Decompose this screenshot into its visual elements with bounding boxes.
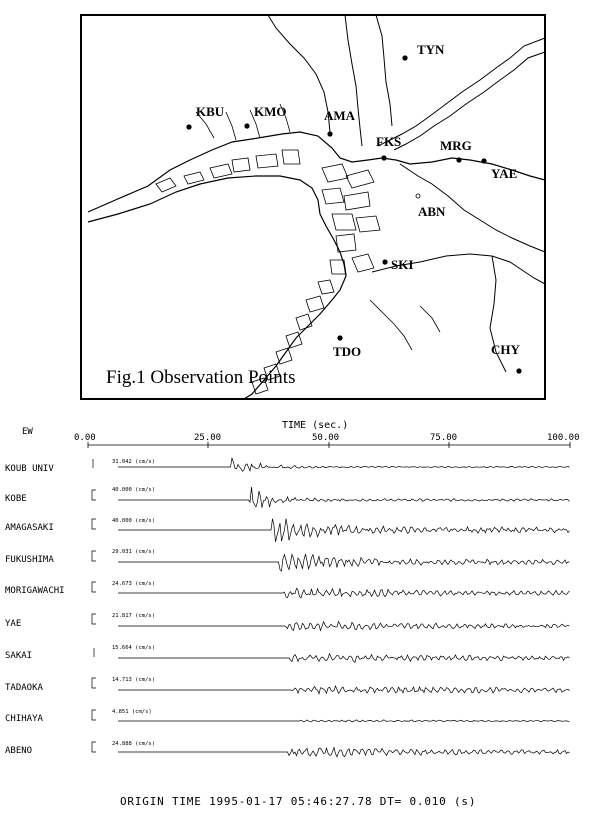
component-label: EW xyxy=(22,427,33,437)
station-marker-yae xyxy=(481,158,486,163)
coastline xyxy=(88,132,545,212)
trace-row-sakai xyxy=(5,645,570,662)
waveform-trace xyxy=(118,654,570,663)
scale-bar xyxy=(92,614,96,624)
waveform-trace xyxy=(118,588,570,598)
trace-name: KOBE xyxy=(5,494,27,504)
station-marker-ski xyxy=(382,259,387,264)
station-marker-ama xyxy=(327,131,332,136)
station-marker-abn xyxy=(416,194,420,198)
scale-bar xyxy=(92,678,96,688)
trace-amplitude: 15.664 (cm/s) xyxy=(112,645,156,651)
station-marker-mrg xyxy=(456,157,461,162)
trace-amplitude: 14.713 (cm/s) xyxy=(112,677,156,683)
trace-name: TADAOKA xyxy=(5,683,43,693)
river-yodo-bank xyxy=(394,52,545,150)
trace-name: MORIGAWACHI xyxy=(5,586,65,596)
trace-row-tadaoka xyxy=(5,677,570,694)
waveform-panel xyxy=(5,420,580,808)
trace-row-kobe xyxy=(5,487,570,508)
time-tick-1: 25.00 xyxy=(194,433,222,443)
trace-name: KOUB UNIV xyxy=(5,464,54,474)
trace-amplitude: 24.888 (cm/s) xyxy=(112,741,156,747)
station-label-kmo: KMO xyxy=(254,104,287,119)
scale-bar xyxy=(92,490,96,500)
time-tick-0: 0.00 xyxy=(74,433,96,443)
station-label-kbu: KBU xyxy=(196,104,225,119)
station-marker-tdo xyxy=(337,335,342,340)
station-label-ski: SKI xyxy=(391,257,414,272)
river-muko xyxy=(376,15,392,126)
trace-row-abeno xyxy=(5,741,570,757)
station-marker-kmo xyxy=(244,123,249,128)
time-tick-3: 75.00 xyxy=(430,433,458,443)
waveform-trace xyxy=(118,720,570,722)
trace-amplitude: 29.031 (cm/s) xyxy=(112,549,156,555)
trace-name: CHIHAYA xyxy=(5,714,43,724)
station-label-tyn: TYN xyxy=(417,42,445,57)
trace-row-morigawachi xyxy=(5,581,570,598)
trace-amplitude: 40.000 (cm/s) xyxy=(112,487,156,493)
waveform-trace xyxy=(118,487,570,508)
map-frame xyxy=(81,15,545,399)
station-label-mrg: MRG xyxy=(440,138,472,153)
station-label-tdo: TDO xyxy=(333,344,362,359)
origin-time-line: ORIGIN TIME 1995-01-17 05:46:27.78 DT= 0.010 (s) xyxy=(120,795,477,808)
time-tick-4: 100.00 xyxy=(547,433,580,443)
trace-name: FUKUSHIMA xyxy=(5,555,54,565)
station-label-abn: ABN xyxy=(418,204,446,219)
trace-amplitude: 21.817 (cm/s) xyxy=(112,613,156,619)
trace-row-yae xyxy=(5,613,570,631)
bay-coast xyxy=(88,176,346,399)
scale-bar xyxy=(92,710,96,720)
trace-name: YAE xyxy=(5,619,22,629)
station-marker-fks xyxy=(381,155,386,160)
trace-name: AMAGASAKI xyxy=(5,523,54,533)
scale-bar xyxy=(92,551,96,561)
trace-row-fukushima xyxy=(5,549,570,571)
waveform-trace xyxy=(118,748,570,757)
trace-amplitude: 4.851 (cm/s) xyxy=(112,709,152,715)
station-marker-kbu xyxy=(186,124,191,129)
harbor-blocks xyxy=(252,164,380,394)
time-axis-title: TIME (sec.) xyxy=(282,420,349,431)
scale-bar xyxy=(92,742,96,752)
trace-name: ABENO xyxy=(5,746,33,756)
river-south xyxy=(370,300,440,350)
map-caption: Fig.1 Observation Points xyxy=(106,367,296,388)
trace-row-chihaya xyxy=(5,709,570,724)
port-islands xyxy=(156,150,300,192)
time-tick-2: 50.00 xyxy=(312,433,340,443)
station-label-chy: CHY xyxy=(491,342,520,357)
trace-amplitude: 31.042 (cm/s) xyxy=(112,459,156,465)
scale-bar xyxy=(92,582,96,592)
trace-row-amagasaki xyxy=(5,518,570,542)
trace-name: SAKAI xyxy=(5,651,33,661)
trace-row-koub-univ xyxy=(5,458,570,474)
station-label-yae: YAE xyxy=(491,166,518,181)
station-label-ama: AMA xyxy=(324,108,356,123)
river-yodo xyxy=(378,38,545,146)
observation-map xyxy=(81,15,545,399)
waveform-trace xyxy=(118,458,570,471)
station-marker-chy xyxy=(516,368,521,373)
waveform-trace xyxy=(118,686,570,694)
waveform-trace xyxy=(118,519,570,542)
station-marker-tyn xyxy=(402,55,407,60)
waveform-trace xyxy=(118,622,570,631)
river-kanzaki xyxy=(345,15,362,146)
waveform-trace xyxy=(118,554,570,571)
trace-amplitude: 40.000 (cm/s) xyxy=(112,518,156,524)
trace-amplitude: 24.673 (cm/s) xyxy=(112,581,156,587)
scale-bar xyxy=(92,519,96,529)
station-label-fks: FKS xyxy=(376,134,402,149)
